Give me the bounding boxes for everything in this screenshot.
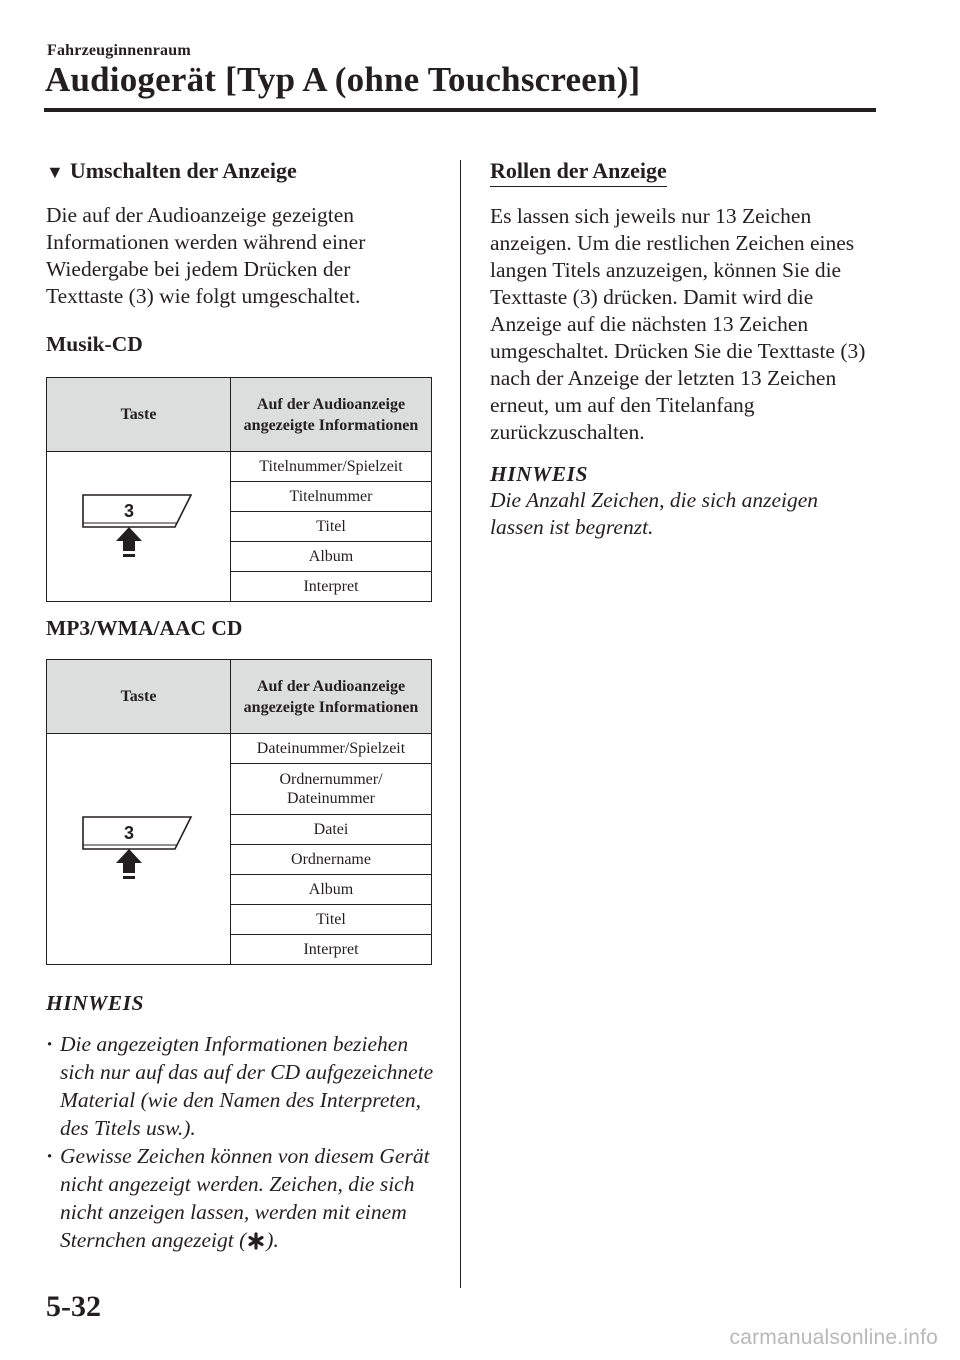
note-item: [46, 1142, 438, 1254]
key-label: 3: [123, 500, 134, 521]
column-header-taste: Taste: [47, 378, 231, 452]
section-heading: [46, 158, 438, 184]
header-divider: [44, 108, 876, 112]
watermark: carmanualsonline.info: [729, 1326, 938, 1349]
column-header-taste: Taste: [47, 660, 231, 734]
info-row: Interpret: [231, 935, 432, 965]
press-arrow-icon: [116, 527, 142, 551]
note-heading: HINWEIS: [490, 462, 588, 486]
right-column: [490, 158, 885, 541]
note-text: Die Anzahl Zeichen, die sich anzeigen lassen ist begrenzt.: [490, 488, 819, 539]
note-item-end: ).: [266, 1228, 279, 1252]
intro-paragraph: Die auf der Audioanzeige gezeigten Informationen werden während einer Wiedergabe bei jedem Drücken der Texttaste (3) wie folgt umgeschaltet.: [46, 203, 366, 308]
info-row: Titel: [231, 512, 432, 542]
asterisk-icon: [247, 1232, 265, 1250]
info-row: Ordnernummer/ Dateinummer: [231, 764, 432, 815]
info-row: Ordnername: [231, 845, 432, 875]
info-row: Titelnummer/Spielzeit: [231, 452, 432, 482]
text-key-cell: [47, 452, 231, 602]
column-header-info: Auf der Audioanzeige angezeigte Informationen: [231, 660, 432, 734]
info-row: Album: [231, 542, 432, 572]
info-row: Titel: [231, 905, 432, 935]
note-list: [46, 1030, 438, 1254]
scroll-section-heading: Rollen der Anzeige: [490, 158, 667, 187]
note-item-text: Gewisse Zeichen können von diesem Gerät nicht angezeigt werden. Zeichen, die sich nicht anzeigen lassen, werden mit einem Sternchen angezeigt (: [60, 1144, 430, 1252]
info-row: Interpret: [231, 572, 432, 602]
page-number: 5-32: [46, 1290, 101, 1323]
note-item: [46, 1030, 438, 1142]
mp3-cd-table: [46, 659, 432, 965]
musik-cd-heading: Musik-CD: [46, 332, 143, 356]
key-label: 3: [123, 823, 134, 843]
note-heading: HINWEIS: [46, 991, 144, 1015]
info-row: Titelnummer: [231, 482, 432, 512]
scroll-paragraph: Es lassen sich jeweils nur 13 Zeichen anzeigen. Um die restlichen Zeichen eines langen Titels anzuzeigen, können Sie die Texttaste (3) drücken. Damit wird die Anzeige auf die nächsten 13 Zeichen umgeschaltet. Drücken Sie die Texttaste (3) nach der Anzeige der letzten 13 Zeichen erneut, um auf den Titelanfang zurückzuschalten.: [490, 204, 866, 444]
section-heading-text: Umschalten der Anzeige: [69, 158, 297, 183]
info-row: Dateinummer/Spielzeit: [231, 734, 432, 764]
text-key-icon: [79, 491, 199, 563]
triangle-bullet-icon: ▼: [46, 162, 64, 182]
column-divider: [460, 160, 461, 1288]
page-title: Audiogerät [Typ A (ohne Touchscreen)]: [45, 60, 641, 99]
mp3-cd-heading: MP3/WMA/AAC CD: [46, 616, 243, 640]
key-shape: [83, 495, 191, 527]
text-key-icon: [79, 813, 199, 885]
text-key-cell: [47, 734, 231, 965]
left-column: [46, 158, 438, 1254]
column-header-info: Auf der Audioanzeige angezeigte Informationen: [231, 378, 432, 452]
info-row: Datei: [231, 815, 432, 845]
info-row: Album: [231, 875, 432, 905]
chapter-label: Fahrzeuginnenraum: [47, 42, 191, 59]
key-shape: [83, 817, 191, 849]
musik-cd-table: [46, 377, 432, 602]
press-arrow-icon: [116, 849, 142, 873]
note-item-text: Die angezeigten Informationen beziehen sich nur auf das auf der CD aufgezeichnete Material (wie den Namen des Interpreten, des Titels usw.).: [60, 1032, 434, 1140]
